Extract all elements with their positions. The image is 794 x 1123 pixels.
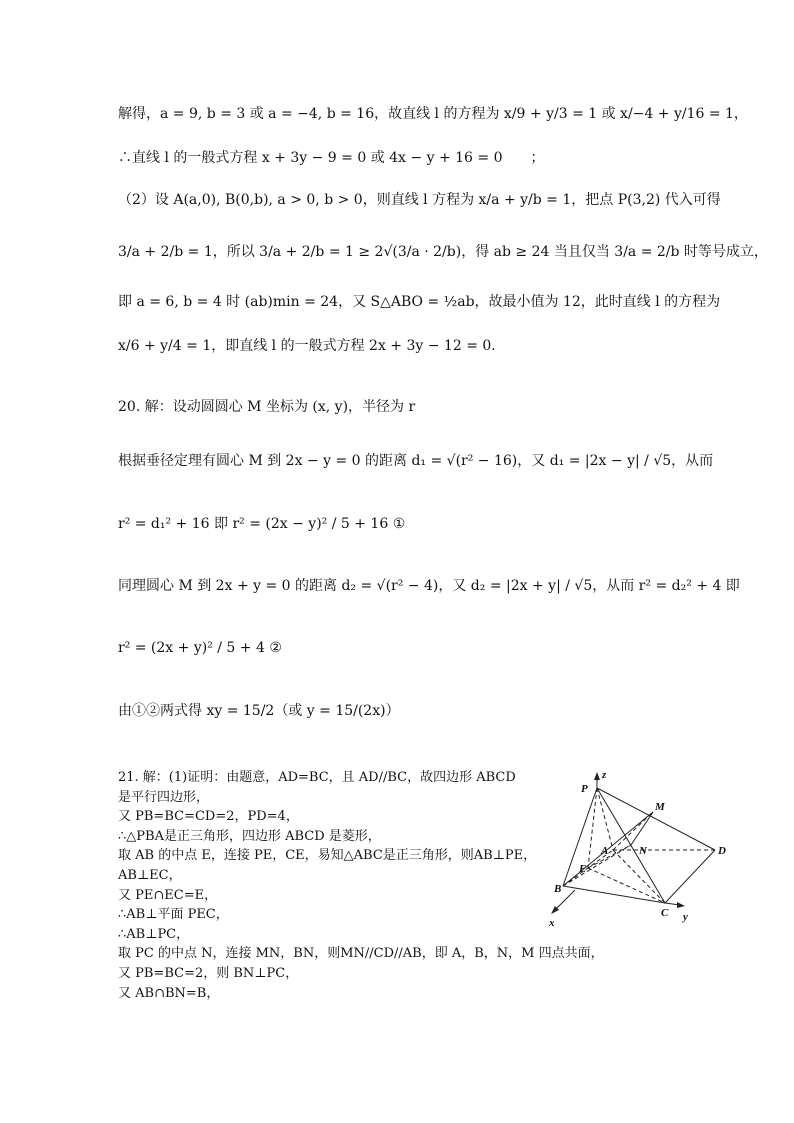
- label-P: P: [581, 783, 588, 795]
- edge-MN: [631, 812, 653, 845]
- label-D: D: [718, 845, 726, 857]
- s20-line-4: 同理圆心 M 到 2x + y = 0 的距离 d₂ = √(r² − 4)，又 d₂ = |2x + y| / √5，从而 r² = d₂² + 4 即: [118, 578, 740, 594]
- s20-line-3: r² = d₁² + 16 即 r² = (2x − y)² / 5 + 16 ①: [118, 516, 406, 532]
- edge-PD: [597, 788, 715, 850]
- s19-line-3: （2）设 A(a,0), B(0,b), a > 0, b > 0，则直线 l 方程为 x/a + y/b = 1，把点 P(3,2) 代入可得: [118, 192, 721, 208]
- s21-line: ∴AB⊥PC，: [118, 926, 190, 942]
- s19-line-6: x/6 + y/4 = 1，即直线 l 的一般式方程 2x + 3y − 12 = 0.: [118, 338, 496, 354]
- s21-line: 取 AB 的中点 E，连接 PE，CE，易知△ABC是正三角形，则AB⊥PE，: [118, 848, 537, 864]
- label-B: B: [554, 883, 562, 895]
- label-A: A: [601, 845, 609, 857]
- pyramid-figure: [535, 768, 740, 928]
- s21-body: [118, 768, 604, 1003]
- label-M: M: [655, 801, 665, 813]
- s19-line-2: ∴直线 l 的一般式方程 x + 3y − 9 = 0 或 4x − y + 16 = 0 ；: [118, 150, 545, 166]
- edge-AC: [613, 850, 665, 903]
- edge-PA: [597, 788, 613, 850]
- s19-line-1: 解得，a = 9, b = 3 或 a = −4, b = 16，故直线 l 的方程为 x/9 + y/3 = 1 或 x/−4 + y/16 = 1，: [118, 106, 748, 122]
- s19-line-4: 3/a + 2/b = 1，所以 3/a + 2/b = 1 ≥ 2√(3/a · 2/b)，得 ab ≥ 24 当且仅当 3/a = 2/b 时等号成立，: [118, 244, 768, 260]
- s21-line: 又 AB∩BN=B，: [118, 985, 220, 1001]
- s21-line: 又 PB=BC=CD=2，PD=4，: [118, 809, 299, 825]
- y-arrow: [677, 902, 685, 908]
- label-y: y: [683, 911, 688, 923]
- edge-CD: [665, 850, 715, 903]
- edge-EC: [588, 868, 665, 903]
- s19-line-5: 即 a = 6, b = 4 时 (ab)min = 24，又 S△ABO = ½ab，故最小值为 12，此时直线 l 的方程为: [118, 294, 721, 310]
- label-C: C: [661, 907, 669, 919]
- label-N: N: [639, 845, 647, 857]
- s21-line: 取 PC 的中点 N，连接 MN，BN，则MN//CD//AB，即 A，B，N，M 四点共面，: [118, 946, 604, 962]
- label-z: z: [602, 769, 607, 781]
- s20-line-1: 20. 解：设动圆圆心 M 坐标为 (x, y)，半径为 r: [118, 399, 416, 415]
- label-x: x: [549, 917, 555, 928]
- label-E: E: [579, 863, 587, 875]
- edge-BC: [563, 886, 665, 903]
- s21-line: ∴AB⊥平面 PEC，: [118, 907, 229, 923]
- s20-line-2: 根据垂径定理有圆心 M 到 2x − y = 0 的距离 d₁ = √(r² − 16)，又 d₁ = |2x − y| / √5，从而: [118, 453, 714, 469]
- s21-line: 又 PE∩EC=E，: [118, 887, 218, 903]
- s20-line-6: 由①②两式得 xy = 15/2（或 y = 15/(2x)）: [118, 703, 400, 719]
- s21-line: 又 PB=BC=2，则 BN⊥PC，: [118, 965, 299, 981]
- s21-line: 21. 解：(1)证明：由题意，AD=BC，且 AD//BC，故四边形 ABCD: [118, 770, 516, 785]
- s21-line: AB⊥EC，: [118, 867, 182, 883]
- edge-BN: [563, 845, 631, 886]
- s21-line: 是平行四边形，: [118, 789, 210, 805]
- z-arrow: [594, 772, 600, 780]
- s20-line-5: r² = (2x + y)² / 5 + 4 ②: [118, 640, 282, 656]
- s21-line: ∴△PBA是正三角形，四边形 ABCD 是菱形，: [118, 828, 381, 844]
- edge-AM: [613, 812, 653, 850]
